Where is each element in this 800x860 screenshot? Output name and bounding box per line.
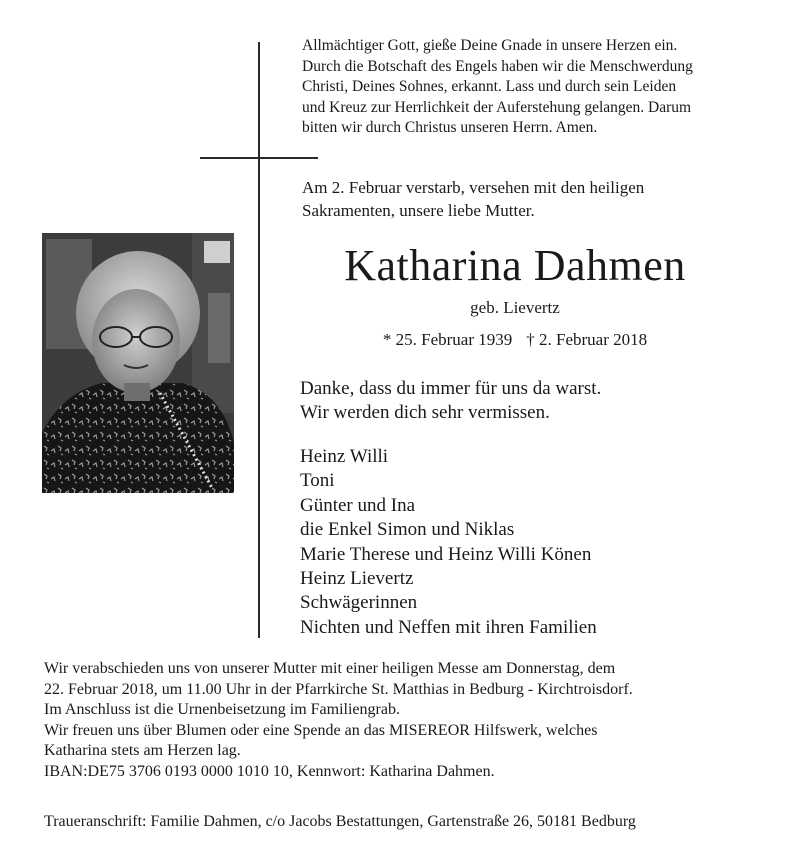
farewell-message bbox=[300, 377, 601, 425]
mourner-item: Günter und Ina bbox=[300, 494, 416, 516]
service-line: Wir freuen uns über Blumen oder eine Spende an das MISEREOR Hilfswerk, welches bbox=[44, 721, 598, 739]
farewell-line: Wir werden dich sehr vermissen. bbox=[300, 402, 550, 423]
deceased-name: Katharina Dahmen bbox=[344, 241, 686, 290]
service-line: Im Anschluss ist die Urnenbeisetzung im Familiengrab. bbox=[44, 701, 400, 719]
mourning-address: Traueranschrift: Familie Dahmen, c/o Jacobs Bestattungen, Gartenstraße 26, 50181 Bedburg bbox=[44, 813, 636, 830]
mourner-item: Schwägerinnen bbox=[300, 592, 418, 614]
mourner-item: die Enkel Simon und Niklas bbox=[300, 519, 515, 541]
mourner-item: Nichten und Neffen mit ihren Familien bbox=[300, 616, 597, 638]
prayer-line: bitten wir durch Christus unseren Herrn. Amen. bbox=[302, 119, 598, 136]
mourner-item: Heinz Lievertz bbox=[300, 568, 414, 590]
service-line: IBAN:DE75 3706 0193 0000 1010 10, Kennwort: Katharina Dahmen. bbox=[44, 762, 495, 780]
portrait-photo bbox=[42, 233, 234, 493]
service-line: 22. Februar 2018, um 11.00 Uhr in der Pfarrkirche St. Matthias in Bedburg - Kirchtroisdorf. bbox=[44, 680, 633, 698]
service-line: Katharina stets am Herzen lag. bbox=[44, 742, 241, 760]
prayer-text bbox=[302, 36, 764, 139]
portrait-illustration bbox=[42, 233, 234, 493]
prayer-line: Durch die Botschaft des Engels haben wir die Menschwerdung bbox=[302, 57, 693, 75]
birth-date: * 25. Februar 1939 bbox=[382, 330, 513, 349]
prayer-line: Allmächtiger Gott, gieße Deine Gnade in unsere Herzen ein. bbox=[302, 37, 678, 54]
mourner-item: Toni bbox=[300, 470, 335, 492]
announcement-line: Am 2. Februar verstarb, versehen mit den heiligen bbox=[302, 178, 645, 197]
cross-bar bbox=[200, 157, 318, 159]
death-announcement bbox=[302, 176, 644, 222]
death-date: † 2. Februar 2018 bbox=[526, 330, 648, 349]
maiden-name: geb. Lievertz bbox=[470, 298, 560, 317]
mourner-item: Marie Therese und Heinz Willi Könen bbox=[300, 543, 592, 565]
farewell-line: Danke, dass du immer für uns da warst. bbox=[300, 378, 602, 399]
announcement-line: Sakramenten, unsere liebe Mutter. bbox=[302, 201, 535, 220]
service-details bbox=[44, 659, 784, 783]
mourner-item: Heinz Willi bbox=[300, 446, 389, 467]
prayer-line: Christi, Deines Sohnes, erkannt. Lass und durch sein Leiden bbox=[302, 78, 677, 95]
life-dates bbox=[260, 329, 770, 351]
service-line: Wir verabschieden uns von unserer Mutter mit einer heiligen Messe am Donnerstag, dem bbox=[44, 660, 616, 677]
mourners-list bbox=[300, 445, 597, 640]
prayer-line: und Kreuz zur Herrlichkeit der Auferstehung gelangen. Darum bbox=[302, 98, 692, 116]
